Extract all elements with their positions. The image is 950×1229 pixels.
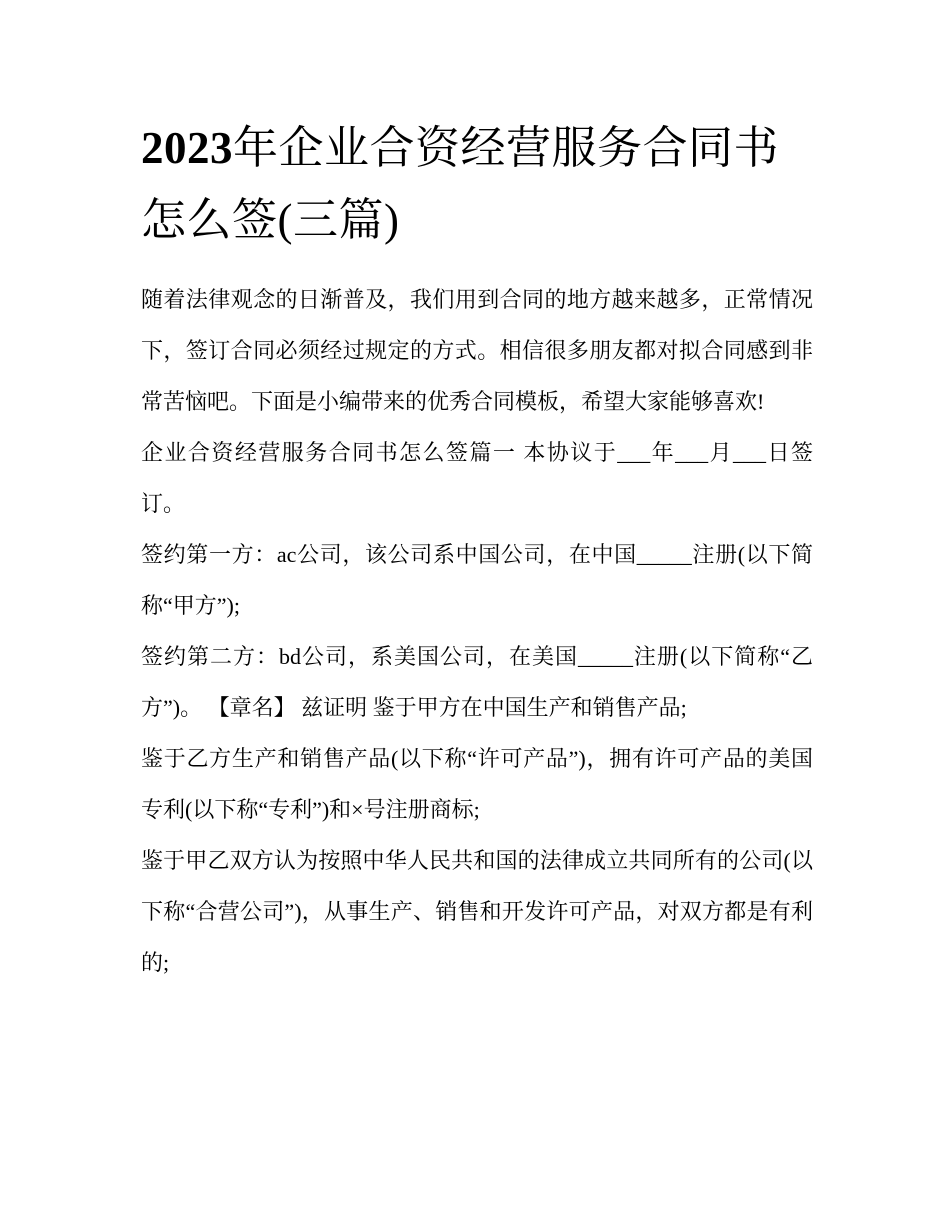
title-year: 2023 <box>141 123 233 173</box>
joint-venture-paragraph: 鉴于甲乙双方认为按照中华人民共和国的法律成立共同所有的公司(以下称“合营公司”)，从事生产、销售和开发许可产品，对双方都是有利的; <box>141 848 813 975</box>
party-a-paragraph: 签约第一方：ac公司，该公司系中国公司，在中国_____注册(以下简称“甲方”); <box>141 542 813 618</box>
document-title <box>141 112 813 256</box>
intro-paragraph: 随着法律观念的日渐普及，我们用到合同的地方越来越多，正常情况下，签订合同必须经过规定的方式。相信很多朋友都对拟合同感到非常苦恼吧。下面是小编带来的优秀合同模板，希望大家能够喜欢! <box>141 287 813 414</box>
title-text: 年企业合资经营服务合同书怎么签(三篇) <box>141 123 780 245</box>
licensed-products-paragraph: 鉴于乙方生产和销售产品(以下称“许可产品”)，拥有许可产品的美国专利(以下称“专利”)和×号注册商标; <box>141 746 813 822</box>
document-body <box>141 112 813 988</box>
agreement-date-paragraph: 企业合资经营服务合同书怎么签篇一 本协议于___年___月___日签订。 <box>141 440 813 516</box>
party-b-paragraph: 签约第二方：bd公司，系美国公司，在美国_____注册(以下简称“乙方”)。 【章名】 兹证明 鉴于甲方在中国生产和销售产品; <box>141 644 813 720</box>
